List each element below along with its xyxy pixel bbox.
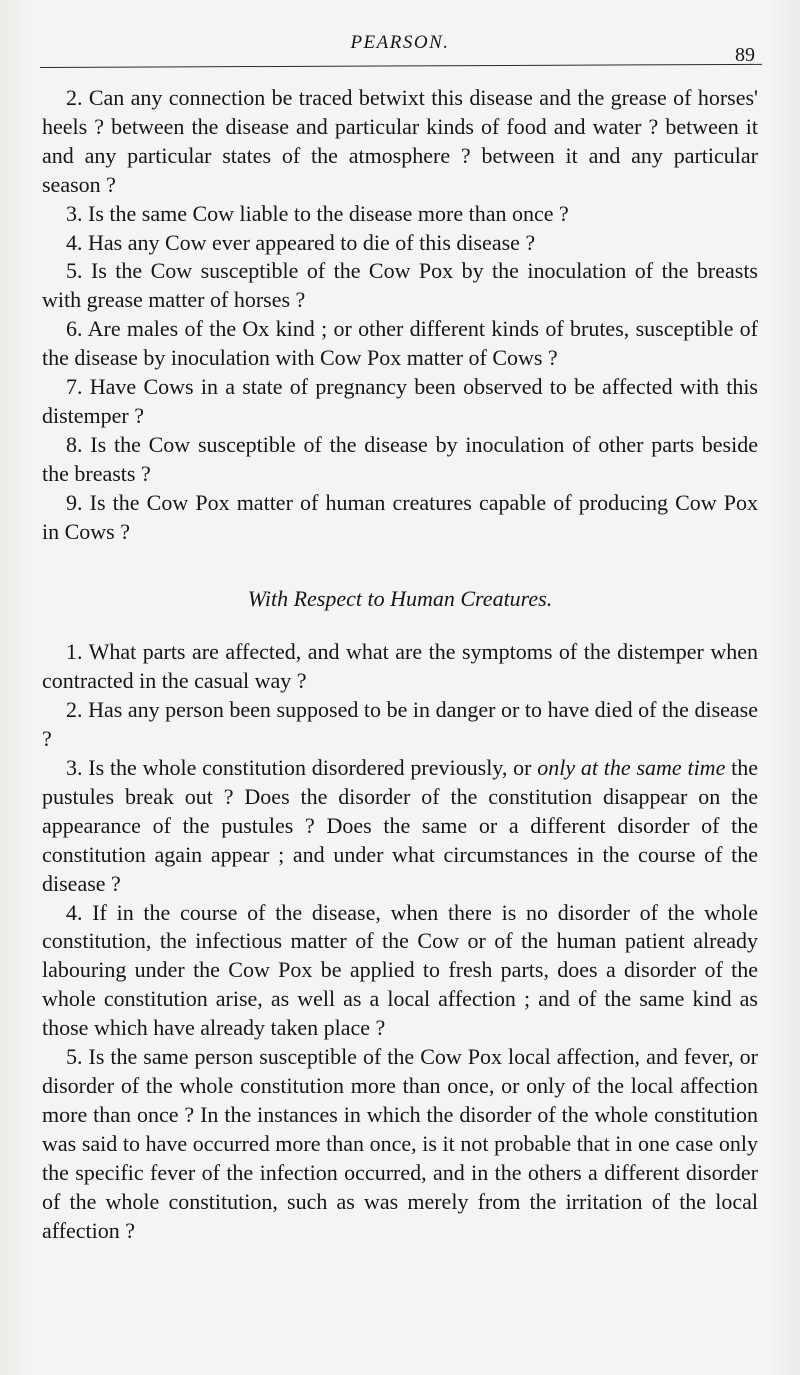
question-cows-8: 8. Is the Cow susceptible of the disease by inoculation of other parts beside the breasts ? bbox=[42, 431, 758, 486]
question-humans-3-start: 3. Is the whole constitution disordered previously, or bbox=[66, 755, 538, 781]
question-humans-2: 2. Has any person been supposed to be in danger or to have died of the disease ? bbox=[42, 697, 758, 752]
question-cows-3: 3. Is the same Cow liable to the disease more than once ? bbox=[66, 200, 569, 226]
question-cows-7: 7. Have Cows in a state of pregnancy been observed to be affected with this distemper ? bbox=[42, 374, 758, 428]
question-humans-3-emphasis: only at the same time bbox=[537, 755, 726, 781]
question-humans-3 bbox=[42, 754, 758, 899]
page-number: 89 bbox=[735, 44, 755, 66]
running-head: PEARSON. bbox=[350, 32, 450, 53]
section-heading: With Respect to Human Creatures. bbox=[247, 585, 553, 611]
question-cows-5: 5. Is the Cow susceptible of the Cow Pox by the inoculation of the breasts with grease matter of horses ? bbox=[42, 258, 758, 313]
question-cows-9: 9. Is the Cow Pox matter of human creatures capable of producing Cow Pox in Cows ? bbox=[42, 489, 758, 544]
header-rule bbox=[40, 64, 762, 68]
question-cows-4: 4. Has any Cow ever appeared to die of this disease ? bbox=[66, 229, 536, 255]
question-humans-4: 4. If in the course of the disease, when there is no disorder of the whole constitution, the infectious matter of the Cow or of the human patient already labouring under the Cow Pox be applied to fresh parts, does a disorder of the whole constitution arise, as well as a local affection ; and of the same kind as those which have already taken place ? bbox=[42, 899, 758, 1041]
question-humans-3-end: the pustules break out ? Does the disorder of the constitution disappear on the appearance of the pustules ? Does the same or a different disorder of the constitution again appear ; and under what circumstances in the course of the disease ? bbox=[42, 755, 758, 896]
question-humans-5: 5. Is the same person susceptible of the Cow Pox local affection, and fever, or disorder of the whole constitution more than once, or only of the local affection more than once ? In the instances in which the disorder of the whole constitution was said to have occurred more than once, is it not probable that in one case only the specific fever of the infection occurred, and in the others a different disorder of the whole constitution, such as was merely from the irritation of the local affection ? bbox=[42, 1044, 758, 1243]
page-body bbox=[42, 84, 758, 1245]
question-cows-2: 2. Can any connection be traced betwixt this disease and the grease of horses' heels ? between the disease and particular kinds of food and water ? between it and any particular states of the atmosphere ? between it and any particular season ? bbox=[42, 85, 758, 197]
question-cows-6: 6. Are males of the Ox kind ; or other different kinds of brutes, susceptible of the disease by inoculation with Cow Pox matter of Cows ? bbox=[42, 316, 758, 371]
question-humans-1: 1. What parts are affected, and what are the symptoms of the distemper when contracted in the casual way ? bbox=[42, 639, 758, 694]
